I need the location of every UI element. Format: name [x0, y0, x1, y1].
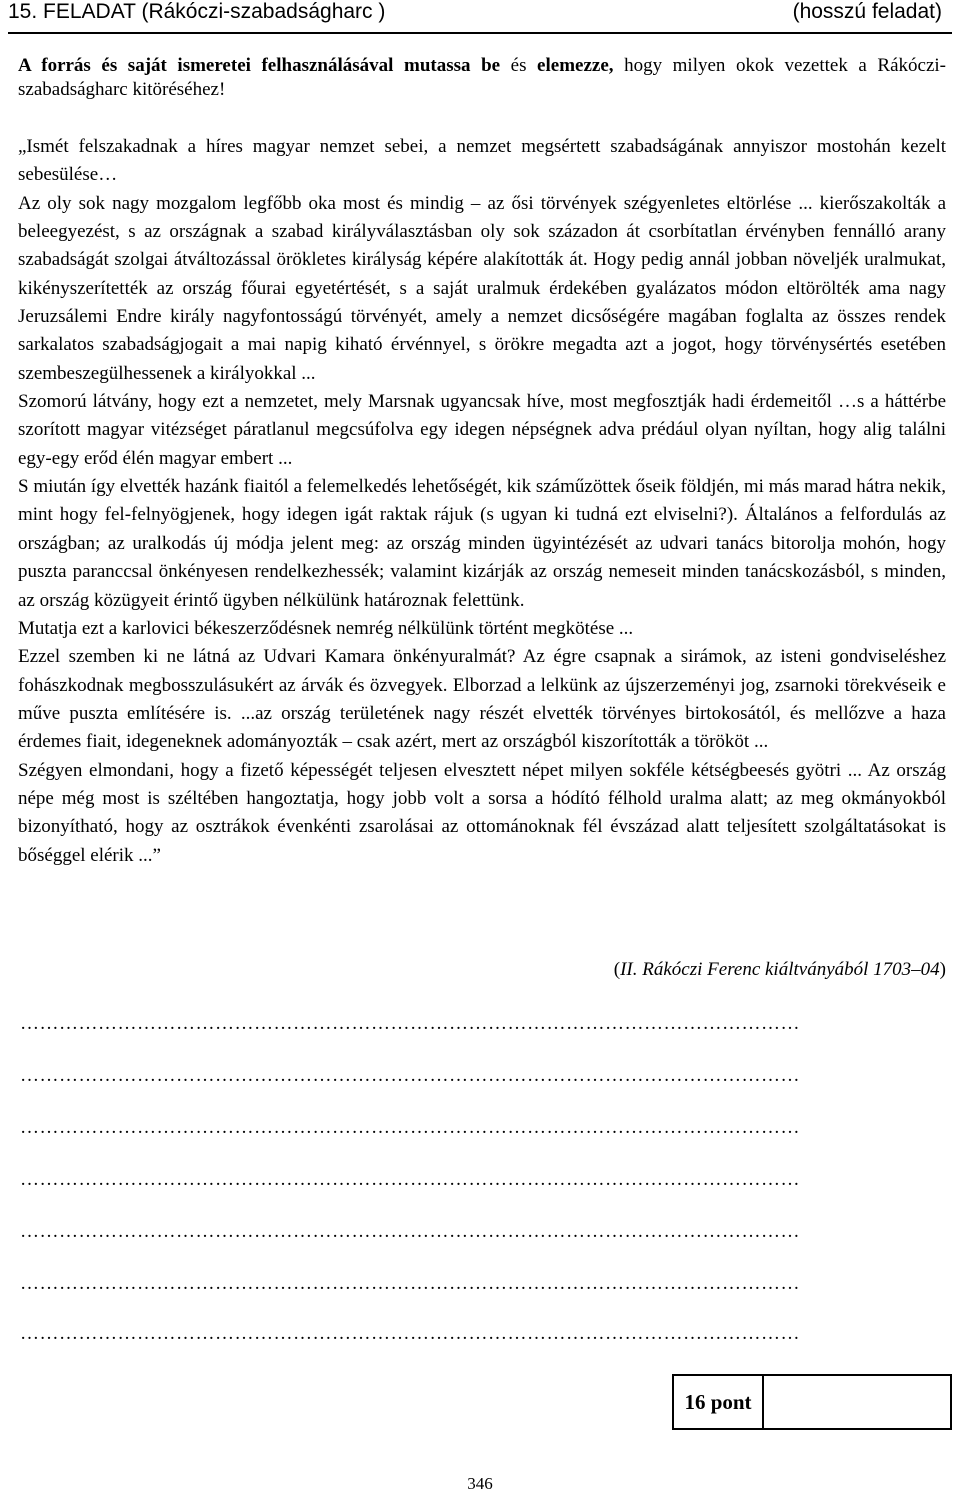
source-paragraph: Szomorú látvány, hogy ezt a nemzetet, mely Marsnak ugyancsak híve, most megfosztják hadi érdemeitől …s a háttérbe szorított magyar vitézséget páratlanul megcsúfolva egy idegen népségnek adva prédául olyan nyíltan, hogy alig találni egy-egy erőd élén magyar embert ... — [18, 391, 946, 469]
citation-open: ( — [613, 959, 621, 980]
answer-line[interactable]: ………………………………………………………………………………………………………… — [20, 1221, 800, 1242]
instruction-part3: elemezze, — [537, 55, 614, 76]
answer-line[interactable]: ………………………………………………………………………………………………………… — [20, 1013, 800, 1034]
source-paragraph: Mutatja ezt a karlovici békeszerződésnek nemrég nélkülünk történt megkötése ... — [18, 617, 634, 639]
source-citation — [614, 958, 946, 982]
source-paragraph: Az oly sok nagy mozgalom legfőbb oka most és mindig – az ősi törvények szégyenletes eltörlése ... kierőszakolták a beleegyezést, s az országnak a szabad királyválasztásban oly sok századon át csorbítatlan érvényben fennálló arany szabadságát szolgai átváltozással örökletes királyság képére alakították át. Hogy pedig annál jobban növeljék uralmukat, kikényszerítették az ország főurai egyetértését, s a saját uralmuk érdekében gyalázatos módon eltörölték ama nagy Jeruzsálemi Endre király nagyfontosságú törvényét, amely a nemzet dicsőségére magában foglalta az összes rendek sarkalatos szabadságjogait a mai napig kiható érvénnyel, s örökre megadta azt a jogot, hogy törvénysértés esetében szembeszegülhessenek a királyokkal ... — [18, 192, 946, 384]
score-label: 16 pont — [674, 1376, 764, 1428]
citation-close: ) — [939, 959, 946, 980]
answer-line[interactable]: ………………………………………………………………………………………………………… — [20, 1065, 800, 1086]
citation-text: II. Rákóczi Ferenc kiáltványából 1703–04 — [620, 959, 940, 980]
answer-line[interactable]: ………………………………………………………………………………………………………… — [20, 1169, 800, 1190]
source-paragraph: „Ismét felszakadnak a híres magyar nemzet sebei, a nemzet megsértett szabadságának annyiszor mostohán kezelt sebesülése… — [18, 136, 946, 186]
instruction-part2: és — [500, 55, 538, 76]
task-instruction — [18, 54, 946, 102]
page-header — [0, 0, 960, 36]
answer-line[interactable]: ………………………………………………………………………………………………………… — [20, 1117, 800, 1138]
answer-line[interactable]: ………………………………………………………………………………………………………… — [20, 1323, 800, 1344]
task-type: (hosszú feladat) — [792, 0, 942, 23]
source-paragraph: S miután így elvették hazánk fiaitól a felemelkedés lehetőségét, kik száműzöttek őseik földjén, mi más marad hátra nekik, mint hogy fel-felnyögjenek, hogy idegen igát raktak rájuk (s ugyan ki tudná ezt elviselni?). Általános a felfordulás az országban; az uralkodás új módja jelent meg: az ország minden ügyintézését az udvari tanács bitorolja mohón, hogy puszta paranccsal önkényesen rendelkezhessék; valamint kizárják az ország nemeseit minden tanácskozásból, s minden, az ország közügyeit érintő ügyben nélkülünk határoznak felettünk. — [18, 476, 946, 611]
source-paragraph: Szégyen elmondani, hogy a fizető képességét teljesen elvesztett népet milyen sokféle kétségbeesés gyötri ... Az ország népe még most is széltében hangoztatja, hogy jobb volt a sorsa a hódító félhold uralma alatt; az meg okmányokból bizonyítható, hogy az osztrákok évenkénti zsarolásai az ottománoknak fél évszázad alatt teljesített szolgáltatásokat is bőséggel elérik ...” — [18, 759, 946, 866]
header-divider — [8, 32, 952, 34]
instruction-part1: A forrás és saját ismeretei felhasználásával mutassa be — [18, 55, 501, 76]
task-title: 15. FELADAT (Rákóczi-szabadságharc ) — [8, 0, 386, 23]
source-paragraph: Ezzel szemben ki ne látná az Udvari Kamara önkényuralmát? Az égre csapnak a sirámok, az isteni gondviseléshez fohászkodnak megbosszulásukért az árvák és özvegyek. Elborzad a lelkünk az újszerzeményi jog, zsarnoki törekvéseik e műve puszta említésére is. ...az ország területének nagy részét elvették törvényes birtokosától, és mellőzve a haza érdemes fiait, idegeneknek adományozták – csak azért, mert az országból kiszorították a törököt ... — [18, 646, 946, 753]
page-number: 346 — [467, 1474, 493, 1493]
instruction-part4: hogy milyen okok vezettek a Rákóczi-szabadságharc kitöréséhez! — [18, 55, 946, 100]
source-text — [18, 133, 946, 870]
score-box — [672, 1374, 952, 1430]
answer-line[interactable]: ………………………………………………………………………………………………………… — [20, 1273, 800, 1294]
